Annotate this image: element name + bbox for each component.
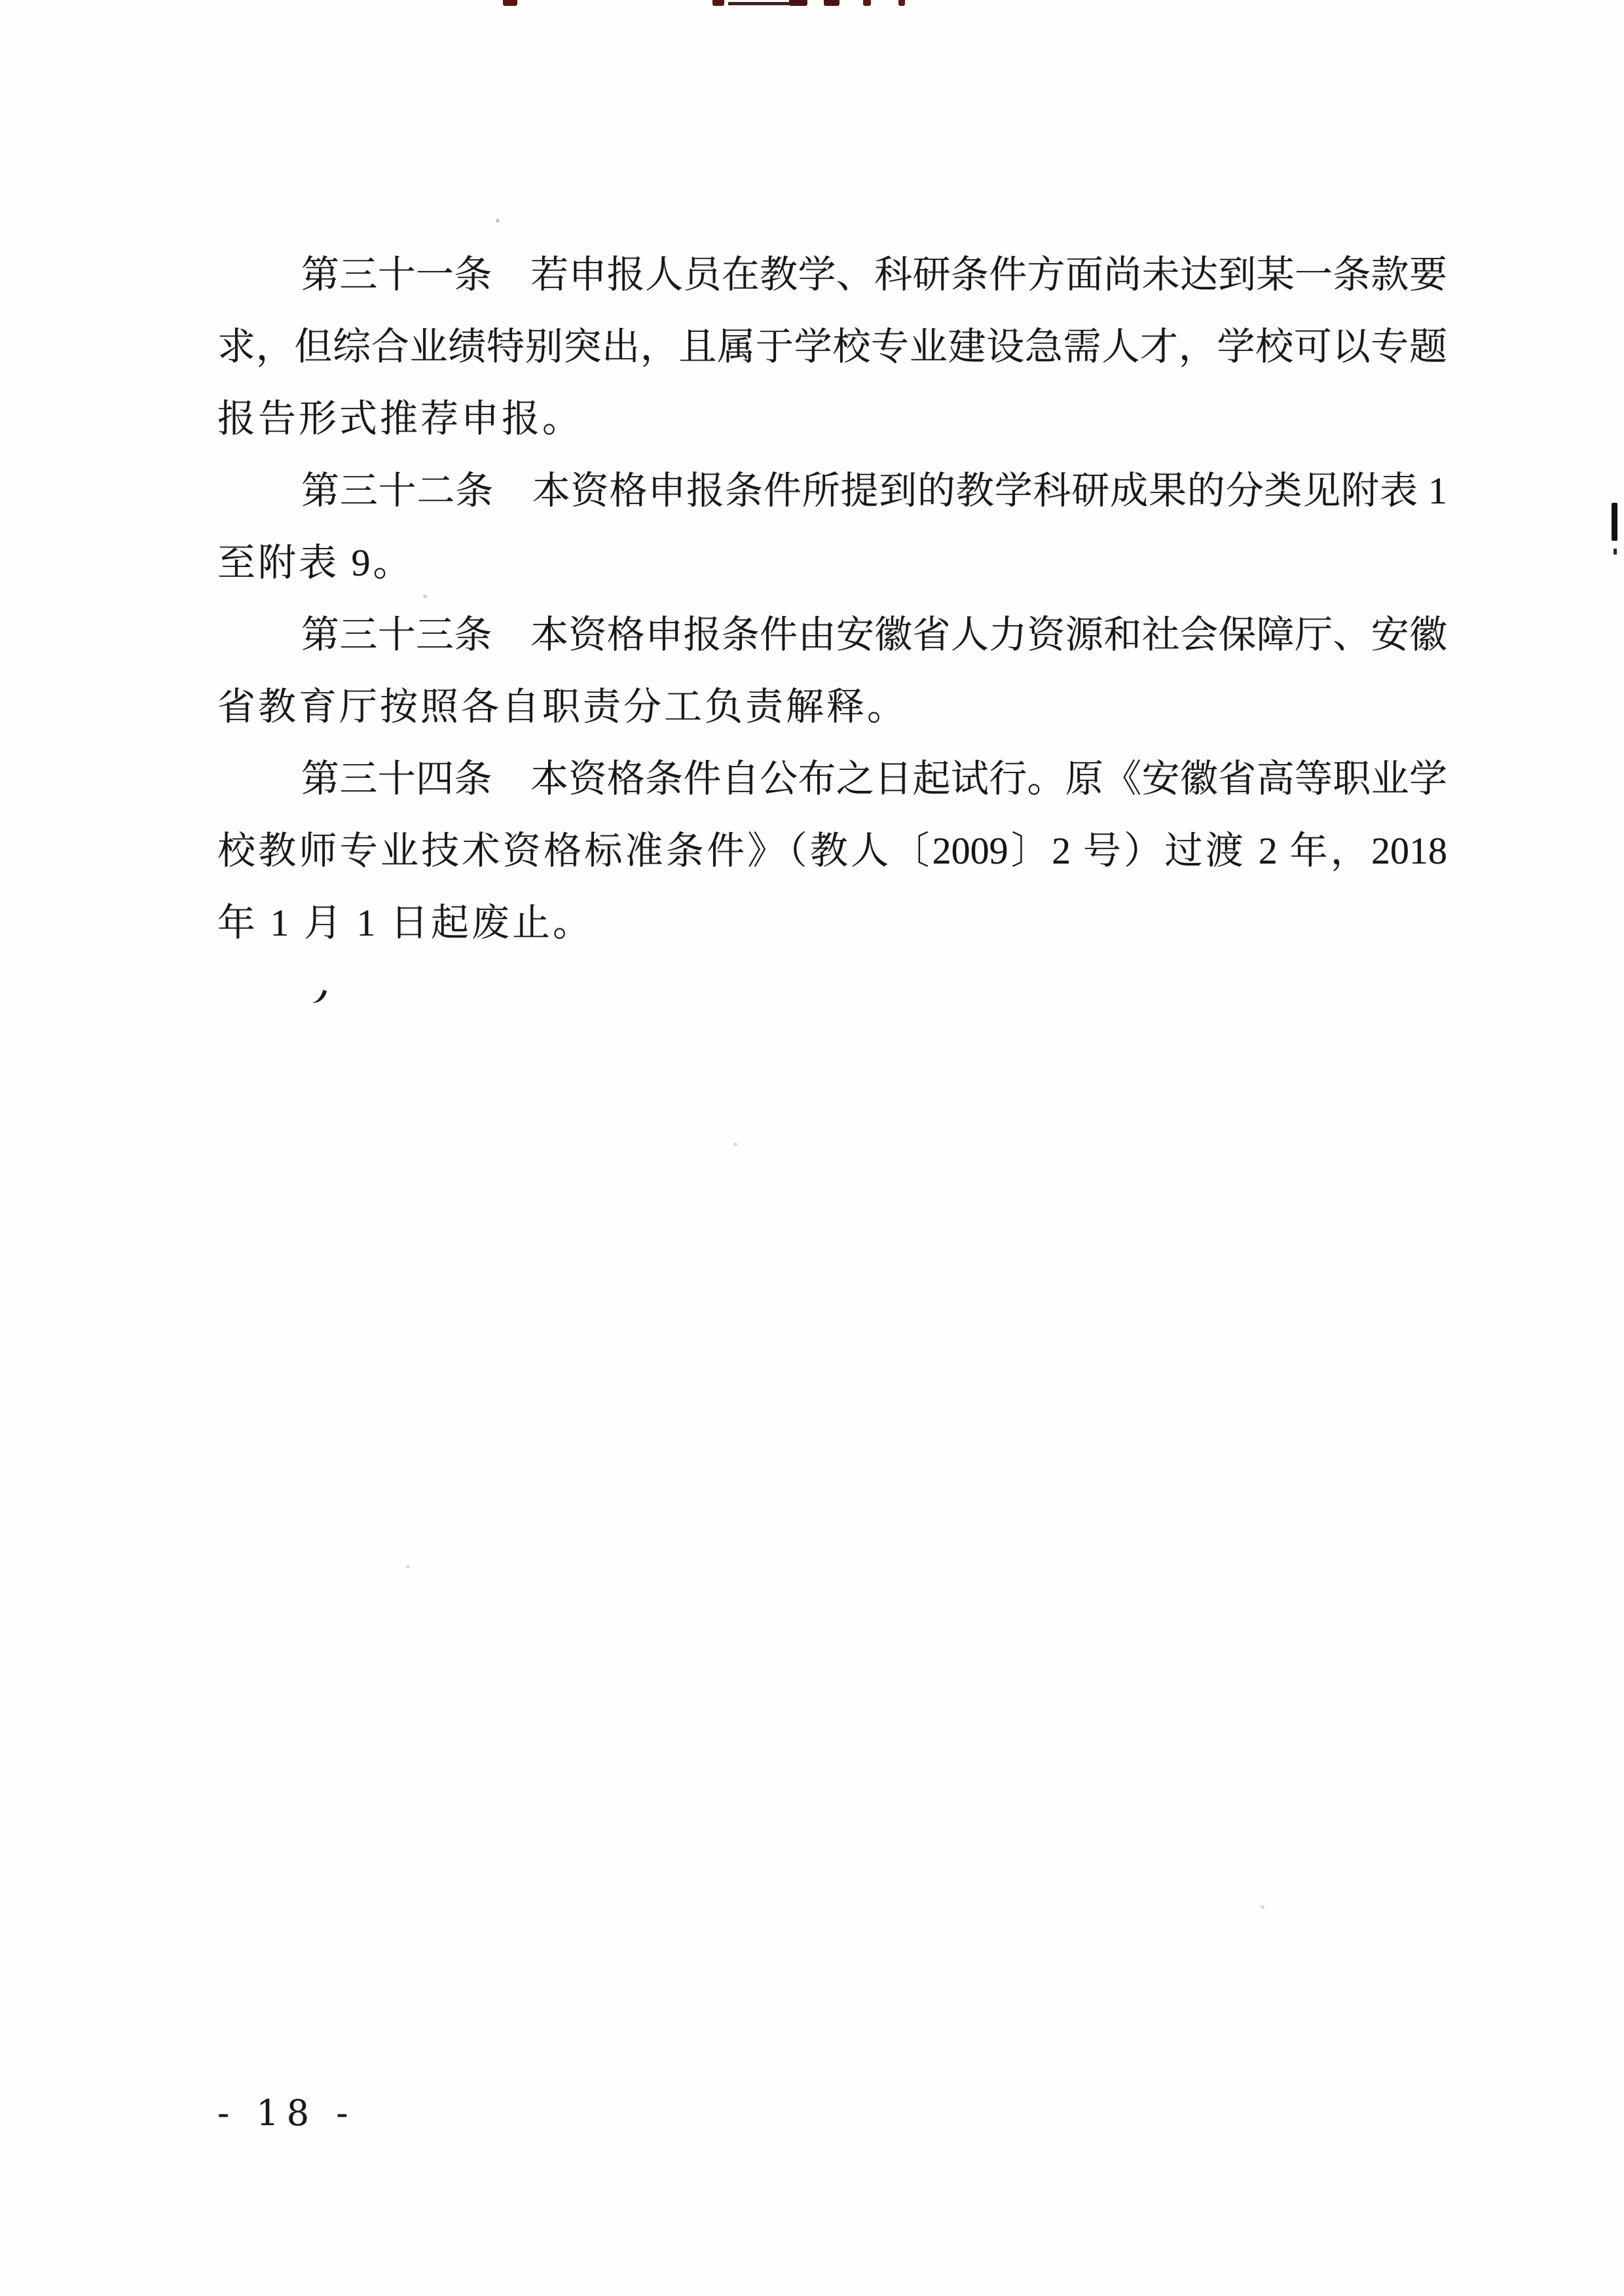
scan-artifact-top-fragment xyxy=(863,0,871,6)
page-number: - 18 - xyxy=(217,2092,356,2134)
paragraph-31-line-2: 求，但综合业绩特别突出，且属于学校专业建设急需人才，学校可以专题 xyxy=(217,325,1447,368)
paragraph-33-line-1: 第三十三条 本资格申报条件由安徽省人力资源和社会保障厅、安徽 xyxy=(301,613,1447,656)
scan-artifact-top-fragment xyxy=(824,0,840,6)
scan-noise-dot xyxy=(733,1142,737,1146)
scan-noise-dot xyxy=(423,594,427,598)
scan-artifact-right-edge-dot xyxy=(1614,549,1617,555)
scan-noise-dot xyxy=(1261,1905,1264,1909)
scan-artifact-top-line xyxy=(728,2,794,5)
document-body xyxy=(217,239,1447,959)
scan-artifact-top-fragment xyxy=(503,0,517,6)
paragraph-31-line-3: 报告形式推荐申报。 xyxy=(217,397,583,440)
scan-noise-dot xyxy=(406,1565,410,1569)
scan-artifact-right-edge xyxy=(1612,503,1617,541)
paragraph-32-line-1: 第三十二条 本资格申报条件所提到的教学科研成果的分类见附表 1 xyxy=(301,469,1447,512)
scan-artifact-tick xyxy=(310,987,327,1006)
scan-artifact-top-fragment xyxy=(712,0,724,6)
paragraph-31-line-1: 第三十一条 若申报人员在教学、科研条件方面尚未达到某一条款要 xyxy=(301,253,1447,296)
paragraph-34-line-2: 校教师专业技术资格标准条件》（教人〔2009〕2 号）过渡 2 年，2018 xyxy=(217,829,1447,872)
paragraph-34-line-3: 年 1 月 1 日起废止。 xyxy=(217,902,594,944)
paragraph-32-line-2: 至附表 9。 xyxy=(217,541,414,584)
scan-artifact-top-fragment xyxy=(789,0,807,6)
scan-artifact-top-fragment xyxy=(898,0,905,6)
paragraph-34-line-1: 第三十四条 本资格条件自公布之日起试行。原《安徽省高等职业学 xyxy=(301,757,1447,800)
scan-noise-dot xyxy=(496,219,500,223)
paragraph-33-line-2: 省教育厅按照各自职责分工负责解释。 xyxy=(217,685,908,728)
